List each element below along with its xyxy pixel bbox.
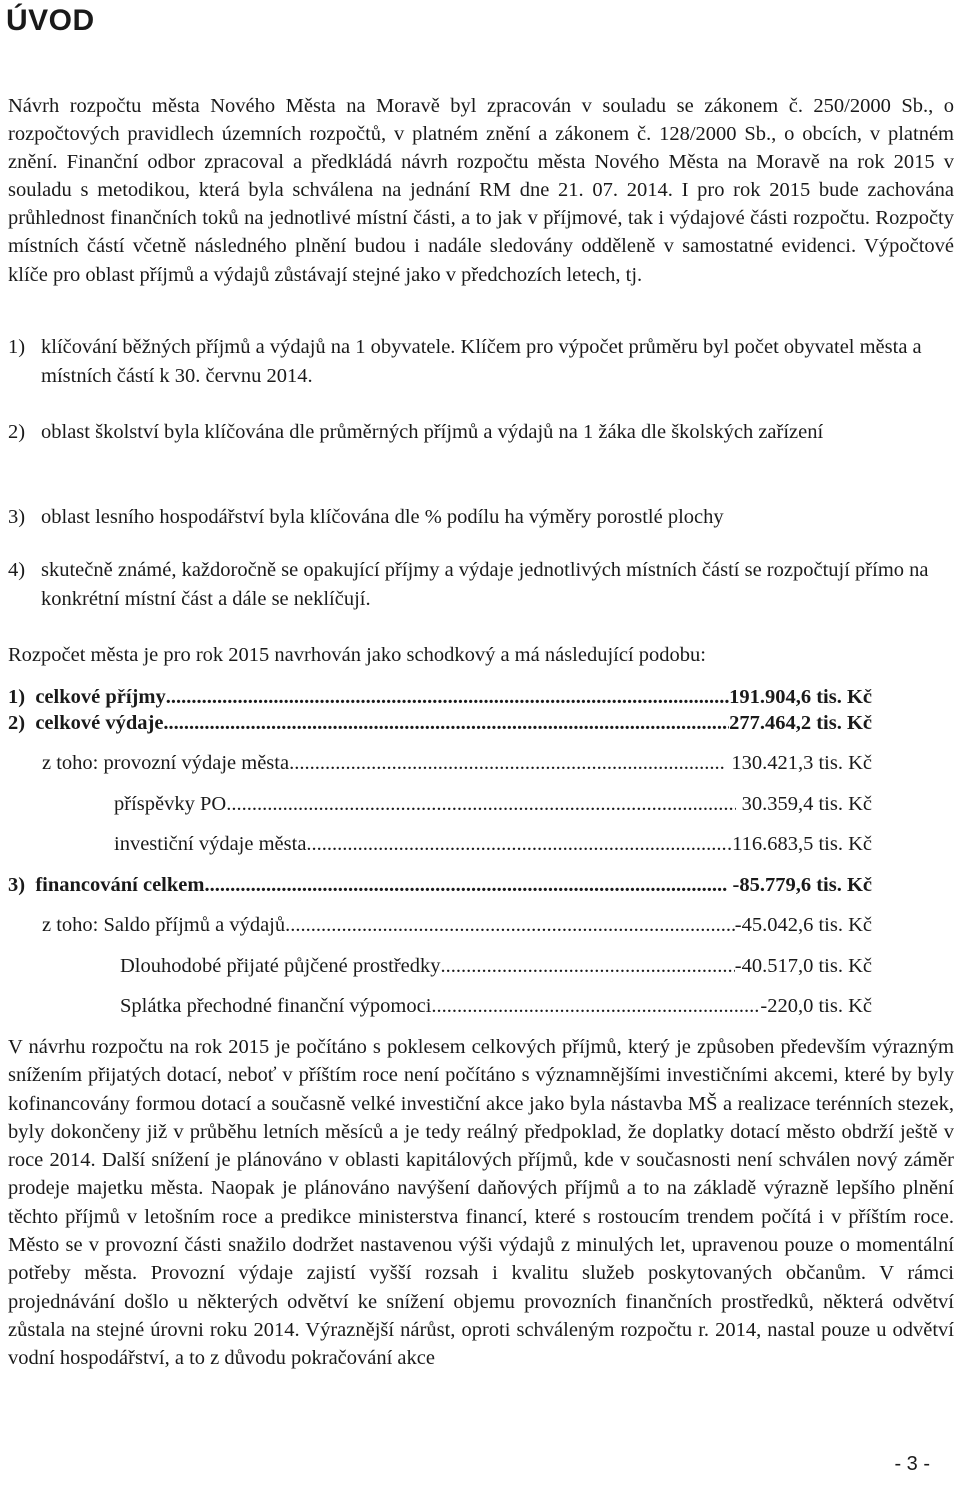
list-item-text: skutečně známé, každoročně se opakující příjmy a výdaje jednotlivých místních částí se rozpočtují přímo na konkrétní místní část a dále se neklíčují. — [41, 559, 929, 610]
summary-row-total-financing — [8, 871, 872, 899]
summary-label: 1) celkové příjmy — [8, 686, 166, 708]
list-item-number: 3) — [8, 506, 26, 528]
rule-1 — [8, 333, 954, 390]
summary-row-operating-expenses — [42, 749, 872, 777]
list-item-number: 2) — [8, 421, 26, 443]
rule-3 — [8, 503, 954, 532]
leader-dots — [306, 830, 727, 858]
list-item-text: oblast lesního hospodářství byla klíčována dle % podílu ha výměry porostlé plochy — [41, 506, 724, 528]
summary-value: 277.464,2 tis. Kč — [729, 712, 872, 734]
summary-label: z toho: Saldo příjmů a výdajů — [42, 914, 286, 936]
rule-2 — [8, 418, 954, 447]
rule-4 — [8, 556, 954, 613]
leader-dots — [226, 790, 736, 818]
closing-paragraph: V návrhu rozpočtu na rok 2015 je počítáno s poklesem celkových příjmů, který je způsoben především výrazným snížením přijatých dotací, neboť v příštím roce není počítáno s významnějšími investičními akcemi, které by byly kofinancovány formou dotací a současně velké investiční akce jako byla nástavba MŠ a realizace terénních stezek, byly dokončeny již v průběhu letních měsíců a je tedy reálný předpoklad, že doplatky dotací město obdrží ještě v roce 2014. Další snížení je plánováno v oblasti kapitálových příjmů, kde v současnosti není schválen nový záměr prodeje majetku města. Naopak je plánováno navýšení daňových příjmů a to na základě výrazně lepšího plnění těchto příjmů v letošním roce a predikce ministerstva financí, které s rostoucím trendem počítá i v příštím roce. Město se v provozní části snažilo dodržet nastavenou výši výdajů z minulých let, upravenou pouze o momentální potřeby města. Provozní výdaje zajistí vyšší rozsah i kvalitu služeb poskytovaných občanům. V rámci projednávání došlo u některých odvětví ke snížení objemu provozních finančních prostředků, některá odvětví zůstala na stejné úrovni roku 2014. Výraznější nárůst, oproti schváleným rozpočtu r. 2014, nastal pouze u odvětví vodní hospodářství, a to z důvodu pokračování akce — [8, 1036, 954, 1370]
page-number: - 3 - — [894, 1453, 930, 1475]
list-item — [8, 503, 954, 532]
summary-value: -85.779,6 tis. Kč — [727, 874, 872, 896]
budget-lead: Rozpočet města je pro rok 2015 navrhován jako schodkový a má následující podobu: — [8, 644, 706, 666]
summary-value: -45.042,6 tis. Kč — [734, 914, 872, 936]
summary-row-contributions — [114, 790, 872, 818]
list-item-text: klíčování běžných příjmů a výdajů na 1 obyvatele. Klíčem pro výpočet průměru byl počet obyvatel města a místních částí k 30. červnu 2014. — [41, 336, 922, 387]
summary-row-investment-expenses — [114, 830, 872, 858]
list-item-text: oblast školství byla klíčována dle průměrných příjmů a výdajů na 1 žáka dle školských zařízení — [41, 421, 824, 443]
leader-dots — [441, 952, 735, 980]
summary-row-balance — [42, 911, 872, 939]
summary-value: .116.683,5 tis. Kč — [726, 833, 872, 855]
summary-row-temporary-aid — [120, 992, 872, 1020]
summary-value: 130.421,3 tis. Kč — [726, 752, 872, 774]
leader-dots — [163, 709, 729, 737]
list-item — [8, 333, 954, 390]
summary-label: 3) financování celkem — [8, 874, 205, 896]
leader-dots — [204, 871, 727, 899]
leader-dots — [166, 683, 729, 711]
leader-dots — [285, 911, 735, 939]
summary-value: -40.517,0 tis. Kč — [734, 955, 872, 977]
summary-row-total-expenses — [8, 709, 872, 737]
summary-value: 30.359,4 tis. Kč — [736, 793, 872, 815]
list-item — [8, 418, 954, 447]
list-item — [8, 556, 954, 613]
summary-row-long-term-loans — [120, 952, 872, 980]
summary-value: 191.904,6 tis. Kč — [729, 686, 872, 708]
leader-dots — [431, 992, 760, 1020]
summary-value: -220,0 tis. Kč — [760, 995, 872, 1017]
summary-label: z toho: provozní výdaje města — [42, 752, 290, 774]
intro-paragraph: Návrh rozpočtu města Nového Města na Moravě byl zpracován v souladu se zákonem č. 250/2000 Sb., o rozpočtových pravidlech územních rozpočtů, v platném znění a zákonem č. 128/2000 Sb., o obcích, v platném znění. Finanční odbor zpracoval a předkládá návrh rozpočtu města Nového Města na Moravě na rok 2015 v souladu s metodikou, která byla schválena na jednání RM dne 21. 07. 2014. I pro rok 2015 bude zachována průhlednost finančních toků na jednotlivé místní části, a to jak v příjmové, tak i výdajové části rozpočtu. Rozpočty místních částí včetně následného plnění budou i nadále sledovány odděleně v samostatné evidenci. Výpočtové klíče pro oblast příjmů a výdajů zůstávají stejné jako v předchozích letech, tj. — [8, 95, 954, 286]
leader-dots — [289, 749, 726, 777]
summary-row-total-income — [8, 683, 872, 711]
summary-label: Dlouhodobé přijaté půjčené prostředky — [120, 955, 441, 977]
list-item-number: 4) — [8, 559, 26, 581]
section-heading: ÚVOD — [6, 4, 95, 37]
summary-label: investiční výdaje města — [114, 833, 307, 855]
summary-label: Splátka přechodné finanční výpomoci — [120, 995, 432, 1017]
summary-label: 2) celkové výdaje — [8, 712, 164, 734]
list-item-number: 1) — [8, 336, 26, 358]
summary-label: příspěvky PO — [114, 793, 227, 815]
